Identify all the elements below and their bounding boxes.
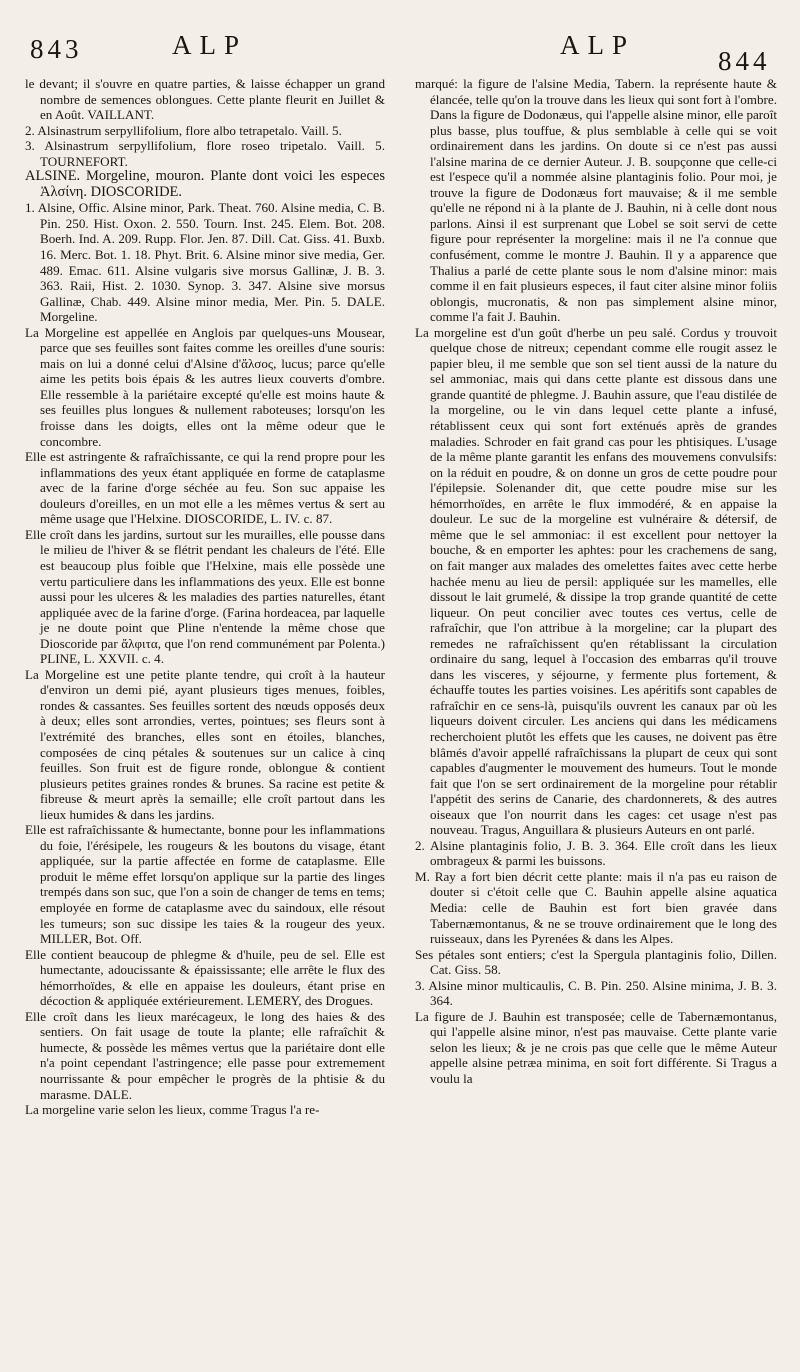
- page-number-left: 843: [30, 34, 83, 64]
- left-column: [25, 76, 385, 1118]
- paragraph: La morgeline est d'un goût d'herbe un peu salé. Cordus y trouvoit quelque chose de nitreux; cependant comme elle rougit assez le papier bleu, il me semble que son sel tient aussi de la nature du sel ammoniac, mais qui dans cette plante est dissous dans une grande quantité de phlegme. J. Bauhin assure, que l'eau distilée de la morgeline, ou le vin dans lequel cette plante a infusé, rétablissent ceux qui sont fort exténués après de grandes maladies. Schroder en fait grand cas pour les phtisiques. L'usage de la même plante garantit les enfans des mouvemens convulsifs: on la réduit en poudre, & on donne un gros de cette poudre pour l'épilepsie. Solenander dit, que cette poudre mise sur les hémorrhoïdes, en arrête le flux immodéré, & en appaise la douleur. Le suc de la morgeline est vulnéraire & détersif, de même que le sel ammoniac: il est excellent pour nettoyer la bouche, & en emporter les aphtes: pour les crachemens de sang, on fait manger aux malades des omelettes faites avec cette herbe hachée menu au lieu de persil: appliquée sur les mamelles, elle dissout le lait grumelé, & dissipe la trop grande quantité de cette liqueur. On peut concilier avec toutes ces vertus, celle de rafraîchir, que l'on attribue à la morgeline; car la plupart des remedes ne rafraîchissent qu'en rétablissant la circulation ordinaire du sang, lequel à l'occasion des embarras qu'il trouve dans les visceres, y séjourne, y fermente plus fortement, & échauffe toutes les parties voisines. Les apéritifs sont capables de rafraîchir en ce sens-là, puisqu'ils ouvrent les canaux par où les liqueurs doivent circuler. Les anciens qui dans les médicamens recherchoient plutôt les effets que les causes, ne doivent pas être blâmés d'avoir appellé rafraîchissans la plupart de ceux qui sont capables d'augmenter le mouvement des humeurs. Tout le monde fait que l'on se sert ordinairement de la morgeline pour rétablir l'appétit des serins de Canarie, des chardonnerets, & des autres oiseaux que l'on nourrit dans les cages: cet usage n'est pas nouveau. Tragus, Anguillara & plusieurs Auteurs en ont parlé.: [415, 324, 777, 838]
- running-title-right: ALP: [560, 30, 636, 60]
- paragraph: Ses pétales sont entiers; c'est la Spergula plantaginis folio, Dillen. Cat. Giss. 58.: [415, 946, 777, 978]
- paragraph: le devant; il s'ouvre en quatre parties, & laisse échapper un grand nombre de semences oblongues. Cette plante fleurit en Juillet & en Août. VAILLANT.: [25, 76, 385, 123]
- paragraph: 2. Alsine plantaginis folio, J. B. 3. 364. Elle croît dans les lieux ombrageux & parmi les buissons.: [415, 837, 777, 869]
- paragraph: 3. Alsinastrum serpyllifolium, flore roseo tripetalo. Vaill. 5. TOURNEFORT.: [25, 138, 385, 169]
- paragraph: M. Ray a fort bien décrit cette plante: mais il n'a pas eu raison de douter si c'étoit celle que C. Bauhin appelle alsine aquatica Media: celle de Bauhin est fort bien gravée dans Tabernæmontanus, & ne se trouve ordinairement que le long des ruisseaux, dans les Pyrenées & dans les Alpes.: [415, 868, 777, 947]
- paragraph: marqué: la figure de l'alsine Media, Tabern. la représente haute & élancée, telle qu'on la trouve dans les lieux qui sont fort à l'ombre. Dans la figure de Dodonæus, qui l'appelle alsine minor, elle paroît plus basse, plus touffue, & plus semblable à celle qui se voit ordinairement dans les jardins. On doute si ce n'est pas aussi l'alsine marina de ce dernier Auteur. J. B. soupçonne que celle-ci est l'espece qu'il a nommée alsine plantaginis folio. Pour moi, je trouve la figure de Dodonæus fort mauvaise; & il me semble qu'elle ne répond ni à la plante de J. Bauhin, ni à celle dont nous parlons. Ainsi il est surprenant que Lobel se soit servi de cette figure pour représenter la morgeline: mais il ne l'a connue que confusément, comme le montre J. Bauhin. Il y a apparence que Thalius a parlé de cette plante sous le nom d'alsine minor: mais comme il en fait plusieurs especes, il faut citer alsine minor foliis oblongis, mucronatis, & non pas simplement alsine minor, comme l'a fait J. Bauhin.: [415, 76, 777, 325]
- page-number-right: 844: [718, 46, 771, 76]
- paragraph: 3. Alsine minor multicaulis, C. B. Pin. 250. Alsine minima, J. B. 3. 364.: [415, 977, 777, 1009]
- paragraph: Elle est rafraîchissante & humectante, bonne pour les inflammations du foie, l'érésipele, les rougeurs & les boutons du visage, étant appliquée, sur la partie affectée en forme de cataplasme. Elle produit le même effet lorsqu'on applique sur la partie des linges trempés dans son suc, que l'on a soin de changer de tems en tems; employée en forme de cataplasme avec du saindoux, elle résout les tumeurs; son suc dissipe les taies & la rougeur des yeux. MILLER, Bot. Off.: [25, 822, 385, 947]
- right-column: [415, 76, 777, 1087]
- paragraph: Elle croît dans les lieux marécageux, le long des haies & des sentiers. On fait usage de toute la plante; elle rafraîchit & humecte, & possède les mêmes vertus que la pariétaire dont elle n'a point cependant l'astringence; elle passe pour extremement nourrissante & pour empêcher le progrès de la phtisie & du marasme. DALE.: [25, 1008, 385, 1102]
- running-header: [0, 30, 800, 76]
- paragraph: La Morgeline est appellée en Anglois par quelques-uns Mousear, parce que ses feuilles sont faites comme les oreilles d'une souris: mais on lui a donné celui d'Alsine d'ἄλσος, lucus; parce qu'elle aime les petits bois épais & les autres lieux couverts d'ombre. Elle ressemble à la pariétaire excepté qu'elle est moins haute & ses feuilles plus longues & nullement raboteuses; lorsqu'on les froisse dans les doigts, elles ont la même odeur que le concombre.: [25, 324, 385, 449]
- paragraph: Elle contient beaucoup de phlegme & d'huile, peu de sel. Elle est humectante, adoucissante & épaississante; elle arrête le flux des hémorrhoïdes, & elle en appaise les douleurs, étant prise en décoction & appliquée extérieurement. LEMERY, des Drogues.: [25, 946, 385, 1009]
- running-title-left: ALP: [172, 30, 248, 60]
- paragraph: La morgeline varie selon les lieux, comme Tragus l'a re-: [25, 1102, 320, 1118]
- paragraph: 2. Alsinastrum serpyllifolium, flore albo tetrapetalo. Vaill. 5.: [25, 122, 342, 138]
- paragraph: 1. Alsine, Offic. Alsine minor, Park. Theat. 760. Alsine media, C. B. Pin. 250. Hist. Oxon. 2. 550. Tourn. Inst. 245. Elem. Bot. 208. Boerh. Ind. A. 209. Rupp. Flor. Jen. 87. Dill. Cat. Giss. 41. Buxb. 16. Merc. Bot. 1. 18. Phyt. Brit. 6. Alsine minor sive media, Ger. 489. Emac. 611. Alsine vulgaris sive morsus Gallinæ, J. B. 3. 363. Raii, Hist. 2. 1030. Synop. 3. 347. Alsine sive morsus Gallinæ, Chab. 449. Alsine minor media, Mer. Pin. 5. DALE. Morgeline.: [25, 200, 385, 325]
- paragraph: La figure de J. Bauhin est transposée; celle de Tabernæmontanus, qui l'appelle alsine minor, n'est pas mauvaise. Cette plante varie selon les lieux; & je ne crois pas que celle que le même Auteur appelle alsine petræa minima, en soit fort différente. Si Tragus a voulu la: [415, 1008, 777, 1086]
- paragraph: Elle croît dans les jardins, surtout sur les murailles, elle pousse dans le milieu de l'hiver & se flétrit pendant les chaleurs de l'été. Elle est beaucoup plus foible que l'Helxine, mais elle possède une vertu particuliere dans les inflammations des yeux. Elle est bonne aussi pour les ulceres & les maladies des parties naturelles, étant appliquée avec de la farine d'orge. (Farina hordeacea, par laquelle je ne doute point que Pline n'entende la même chose que Dioscoride par ἄλφιτα, que l'on rend communément par Polenta.) PLINE, L. XXVII. c. 4.: [25, 526, 385, 667]
- paragraph: Elle est astringente & rafraîchissante, ce qui la rend propre pour les inflammations des yeux étant appliquée en forme de cataplasme avec de la farine d'orge séchée au feu. Son suc appaise les douleurs d'oreilles, en un mot elle a les mêmes vertus & sert au même usage que l'Helxine. DIOSCORIDE, L. IV. c. 87.: [25, 449, 385, 527]
- paragraph: La Morgeline est une petite plante tendre, qui croît à la hauteur d'environ un demi pié, ayant plusieurs tiges menues, foibles, rondes & cassantes. Ses feuilles sortent des nœuds opposés deux à deux; elles sont arrondies, vertes, pointues; ses fleurs sont à l'extrémité des branches, elles sont en étoiles, blanches, composées de cinq pétales & soutenues sur un calice à cinq feuilles. Son fruit est de figure ronde, oblongue & contient plusieurs petites graines rondes & brunes. Sa racine est petite & fibreuse & meurt après la semaille; elle croît partout dans les lieux humides & dans les jardins.: [25, 666, 385, 822]
- entry-heading: ALSINE. Morgeline, mouron. Plante dont voici les especes Ἀλσίνη. DIOSCORIDE.: [25, 168, 385, 200]
